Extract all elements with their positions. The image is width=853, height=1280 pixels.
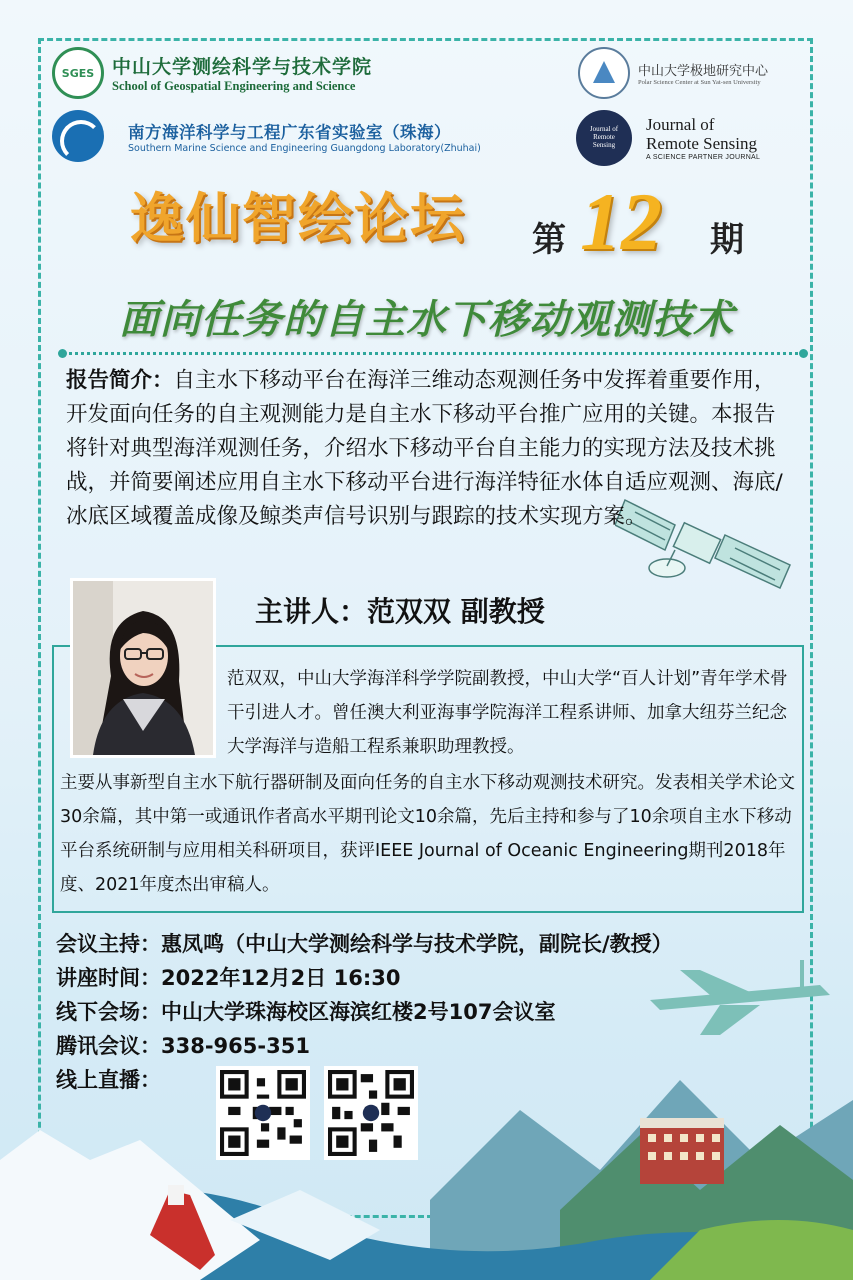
abstract-label: 报告简介： (66, 368, 174, 393)
sges-seal-label: SGES (61, 66, 95, 80)
lab-logo-block (52, 110, 481, 162)
host-value: 惠凤鸣（中山大学测绘科学与技术学院，副院长/教授） (161, 932, 673, 956)
venue-line (56, 996, 555, 1026)
venue-label: 线下会场： (56, 1000, 161, 1024)
qr-code-icon (220, 1070, 306, 1156)
issue-prefix: 第 (532, 220, 566, 260)
host-line (56, 928, 673, 958)
jrs-sub: A SCIENCE PARTNER JOURNAL (646, 153, 761, 161)
jrs-badge-icon (576, 110, 632, 166)
dotted-divider (62, 352, 804, 355)
tencent-label: 腾讯会议： (56, 1034, 161, 1058)
qr-code-live-1[interactable] (216, 1066, 310, 1160)
jrs-logo-block (576, 110, 760, 166)
issue-number: 12 (580, 176, 662, 267)
qr-code-icon (328, 1070, 414, 1156)
venue-value: 中山大学珠海校区海滨红楼2号107会议室 (161, 1000, 556, 1024)
lab-cn-name: 南方海洋科学与工程广东省实验室（珠海） (128, 122, 451, 142)
polar-en-name: Polar Science Center at Sun Yat-sen University (638, 79, 761, 86)
drone-icon (640, 950, 840, 1040)
speaker-bio-intro: 范双双，中山大学海洋科学学院副教授，中山大学“百人计划”青年学术骨干引进人才。曾任澳大利亚海事学院海洋工程系讲师、加拿大纽芬兰纪念大学海洋与造船工程系兼职助理教授。 (227, 669, 788, 757)
host-label: 会议主持： (56, 932, 161, 956)
speaker-bio-research: 主要从事新型自主水下航行器研制及面向任务的自主水下移动观测技术研究。发表相关学术论文30余篇，其中第一或通讯作者高水平期刊论文10余篇，先后主持和参与了10余项自主水下移动平台系统研制与应用相关科研项目，获评IEEE Journal of Oceanic Engineering期刊2018年度、2021年度杰出审稿人。 (60, 773, 795, 895)
live-label: 线上直播： (56, 1068, 161, 1092)
jrs-badge-text: Journal of Remote Sensing (589, 125, 619, 149)
abstract-paragraph (66, 364, 794, 534)
talk-title: 面向任务的自主水下移动观测技术 (119, 297, 734, 343)
landscape-illustration (0, 1040, 853, 1280)
sges-logo-block (52, 47, 372, 99)
polar-cn-name: 中山大学极地研究中心 (638, 64, 769, 79)
issue-suffix: 期 (710, 220, 744, 260)
polar-logo-block (578, 47, 768, 99)
abstract-text: 自主水下移动平台在海洋三维动态观测任务中发挥着重要作用，开发面向任务的自主观测能力是自主水下移动平台推广应用的关键。本报告将针对典型海洋观测任务，介绍水下移动平台自主能力的实现方法及技术挑战，并简要阐述应用自主水下移动平台进行海洋特征水体自适应观测、海底/冰底区域覆盖成像及鲸类声信号识别与跟踪的技术实现方案。 (66, 368, 783, 529)
jrs-line1: Journal of (646, 114, 715, 134)
wave-icon (52, 110, 104, 162)
sges-cn-name: 中山大学测绘科学与技术学院 (112, 56, 373, 78)
tencent-value: 338-965-351 (161, 1034, 310, 1058)
speaker-photo (70, 578, 216, 758)
forum-title: 逸仙智绘论坛 (130, 186, 466, 250)
time-line (56, 962, 400, 992)
lab-en-name: Southern Marine Science and Engineering Guangdong Laboratory(Zhuhai) (128, 142, 481, 154)
speaker-portrait-icon (73, 581, 213, 755)
jrs-line2: Remote Sensing (646, 133, 757, 153)
time-label: 讲座时间： (56, 966, 161, 990)
polar-center-icon (578, 47, 630, 99)
sges-seal-icon (52, 47, 104, 99)
time-value: 2022年12月2日 16:30 (161, 966, 401, 990)
qr-code-live-2[interactable] (324, 1066, 418, 1160)
speaker-title: 主讲人：范双双 副教授 (255, 595, 545, 628)
sges-en-name: School of Geospatial Engineering and Science (112, 79, 356, 93)
